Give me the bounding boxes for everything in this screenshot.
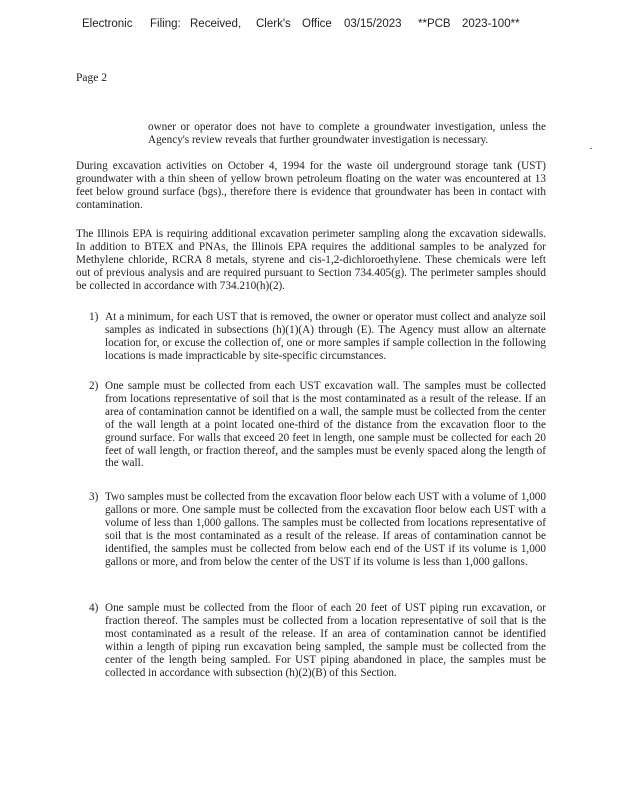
list-item-number: 1) (89, 311, 99, 323)
header-case-number: 2023-100** (462, 18, 520, 30)
header-filing: Filing: (150, 18, 181, 30)
paragraph-sampling-requirements: The Illinois EPA is requiring additional excavation perimeter sampling along the excavation sidewalls. In addition to BTEX and PNAs, the Illinois EPA requires the additional samples to be analyzed for Methylene chloride, RCRA 8 metals, styrene and cis-1,2-dichloroethylene. These chemicals were left out of previous analysis and are required pursuant to Section 734.405(g). The perimeter samples should be collected in accordance with 734.210(h)(2). (76, 228, 546, 292)
header-received: Received, (190, 18, 242, 30)
list-item-text: At a minimum, for each UST that is removed, the owner or operator must collect and analyze soil samples as indicated in subsections (h)(1)(A) through (E). The Agency must allow an alternate location for, or excuse the collection of, one or more samples if sample collection in the following locations is made impracticable by site-specific circumstances. (105, 311, 546, 362)
header-clerks: Clerk's (256, 18, 291, 30)
quoted-regulation-text: owner or operator does not have to complete a groundwater investigation, unless the Agency's review reveals that further groundwater investigation is necessary. (148, 121, 546, 146)
header-pcb: **PCB (418, 18, 451, 30)
page-number: Page 2 (76, 72, 107, 84)
list-item-number: 3) (89, 491, 99, 503)
list-item-text: One sample must be collected from the floor of each 20 feet of UST piping run excavation, or fraction thereof. The samples must be collected from a location representative of soil that is the most contaminated as a result of the release. If an area of contamination cannot be identified within a length of piping run excavation being sampled, the sample must be collected from the center of the length being sampled. For UST piping abandoned in place, the samples must be collected in accordance with subsection (h)(2)(B) of this Section. (105, 602, 546, 679)
header-date: 03/15/2023 (344, 18, 402, 30)
list-item-text: Two samples must be collected from the excavation floor below each UST with a volume of 1,000 gallons or more. One sample must be collected from the excavation floor below each UST with a volume of less than 1,000 gallons. The samples must be collected from locations representative of soil that is the most contaminated as a result of the release. If areas of contamination cannot be identified, the samples must be collected from below each end of the UST if its volume is 1,000 gallons or more, and from below the center of the UST if its volume is less than 1,000 gallons. (105, 491, 546, 568)
header-electronic: Electronic (82, 18, 133, 30)
header-office: Office (302, 18, 332, 30)
paragraph-groundwater: During excavation activities on October 4, 1994 for the waste oil underground storage tank (UST) groundwater with a thin sheen of yellow brown petroleum floating on the water was encountered at 13 feet below ground surface (bgs)., therefore there is evidence that groundwater has been in contact with contamination. (76, 160, 546, 211)
list-item-number: 2) (89, 380, 99, 392)
list-item-number: 4) (89, 602, 99, 614)
list-item-text: One sample must be collected from each UST excavation wall. The samples must be collected from locations representative of soil that is the most contaminated as a result of the release. If an area of contamination cannot be identified on a wall, the sample must be collected from the center of the wall length at a point located one-third of the distance from the excavation floor to the ground surface. For walls that exceed 20 feet in length, one sample must be collected for each 20 feet of wall length, or fraction thereof, and the samples must be evenly spaced along the length of the wall. (105, 380, 546, 470)
scan-speck (590, 148, 592, 149)
